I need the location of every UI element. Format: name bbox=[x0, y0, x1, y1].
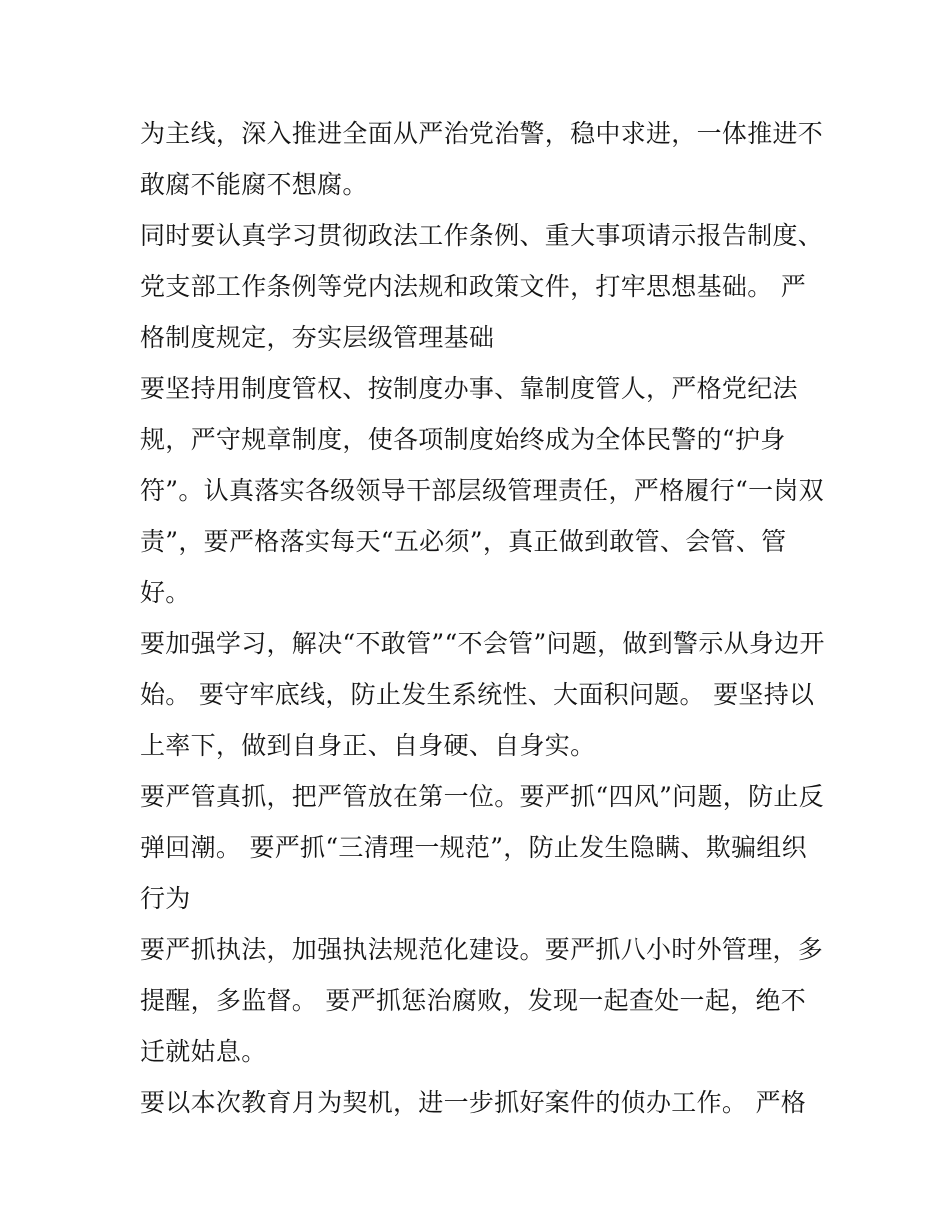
text-line: 提醒，多监督。 要严抓惩治腐败，发现一起查处一起，绝不 bbox=[140, 986, 807, 1015]
document-body bbox=[140, 108, 825, 1128]
text-line: 行为 bbox=[140, 884, 191, 913]
text-line: 敢腐不能腐不想腐。 bbox=[140, 170, 368, 199]
text-line: 规，严守规章制度，使各项制度始终成为全体民警的“护身 bbox=[140, 425, 786, 454]
text-line: 同时要认真学习贯彻政法工作条例、重大事项请示报告制度、 bbox=[140, 221, 824, 250]
text-line: 要加强学习，解决“不敢管”“不会管”问题，做到警示从身边开 bbox=[140, 629, 825, 658]
text-line: 符”。认真落实各级领导干部层级管理责任，严格履行“一岗双 bbox=[140, 476, 824, 505]
text-line: 责”，要严格落实每天“五必须”，真正做到敢管、会管、管 bbox=[140, 527, 787, 556]
text-line: 好。 bbox=[140, 578, 191, 607]
text-line: 迁就姑息。 bbox=[140, 1037, 267, 1066]
text-line: 党支部工作条例等党内法规和政策文件，打牢思想基础。 严 bbox=[140, 272, 807, 301]
text-line: 弹回潮。 要严抓“三清理一规范”，防止发生隐瞒、欺骗组织 bbox=[140, 833, 807, 862]
text-line: 要坚持用制度管权、按制度办事、靠制度管人，严格党纪法 bbox=[140, 374, 798, 403]
text-line: 格制度规定，夯实层级管理基础 bbox=[140, 323, 495, 352]
text-line: 要严抓执法，加强执法规范化建设。要严抓八小时外管理，多 bbox=[140, 935, 824, 964]
text-line: 为主线，深入推进全面从严治党治警，稳中求进，一体推进不 bbox=[140, 119, 824, 148]
text-line: 上率下，做到自身正、自身硬、自身实。 bbox=[140, 731, 596, 760]
text-line: 要以本次教育月为契机，进一步抓好案件的侦办工作。 严格 bbox=[140, 1088, 807, 1117]
text-line: 要严管真抓，把严管放在第一位。要严抓“四风”问题，防止反 bbox=[140, 782, 824, 811]
text-line: 始。 要守牢底线，防止发生系统性、大面积问题。 要坚持以 bbox=[140, 680, 815, 709]
